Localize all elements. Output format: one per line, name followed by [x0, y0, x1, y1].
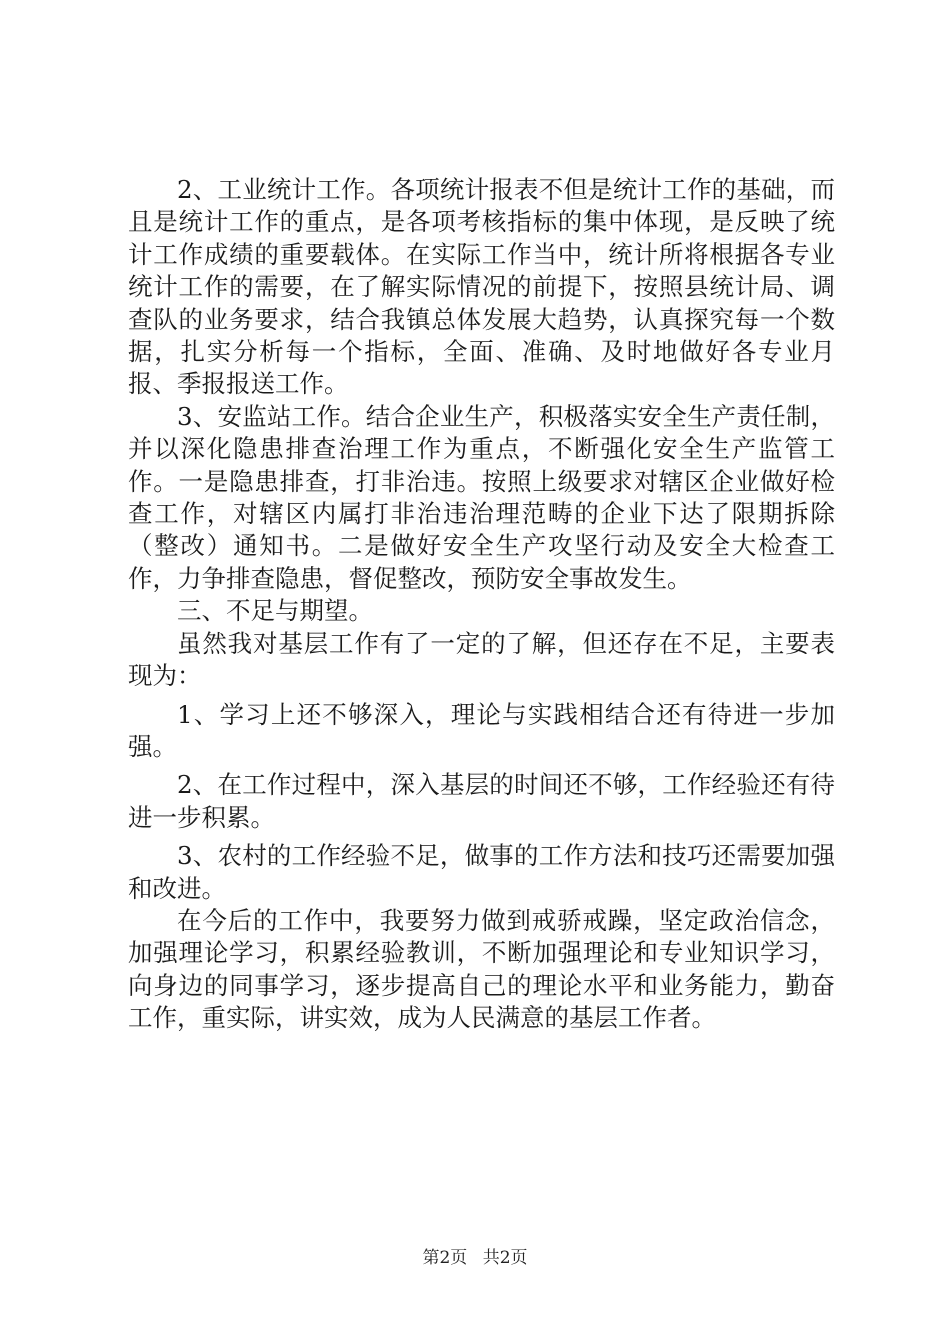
paragraph-shortcoming-1: 1、学习上还不够深入，理论与实践相结合还有待进一步加强。: [128, 699, 835, 761]
document-body: [128, 174, 835, 1035]
paragraph-shortcomings-intro: 虽然我对基层工作有了一定的了解，但还存在不足，主要表现为：: [128, 628, 835, 691]
paragraph-shortcoming-3: 3、农村的工作经验不足，做事的工作方法和技巧还需要加强和改进。: [128, 841, 835, 903]
paragraph-outlook: 在今后的工作中，我要努力做到戒骄戒躁，坚定政治信念，加强理论学习，积累经验教训，不断加强理论和专业知识学习，向身边的同事学习，逐步提高自己的理论水平和业务能力，勤奋工作，重实际，讲实效，成为人民满意的基层工作者。: [128, 905, 835, 1033]
page-number-total: 共2页: [482, 1248, 528, 1268]
page-number-current: 第2页: [422, 1248, 468, 1268]
paragraph-industrial-statistics: 2、工业统计工作。各项统计报表不但是统计工作的基础，而且是统计工作的重点，是各项考核指标的集中体现，是反映了统计工作成绩的重要载体。在实际工作当中，统计所将根据各专业统计工作的需要，在了解实际情况的前提下，按照县统计局、调查队的业务要求，结合我镇总体发展大趋势，认真探究每一个数据，扎实分析每一个指标，全面、准确、及时地做好各专业月报、季报报送工作。: [128, 175, 835, 399]
paragraph-safety-station: 3、安监站工作。结合企业生产，积极落实安全生产责任制，并以深化隐患排查治理工作为重点，不断强化安全生产监管工作。一是隐患排查，打非治违。按照上级要求对辖区企业做好检查工作，对辖区内属打非治违治理范畴的企业下达了限期拆除（整改）通知书。二是做好安全生产攻坚行动及安全大检查工作，力争排查隐患，督促整改，预防安全事故发生。: [128, 401, 835, 593]
page-footer: [0, 1243, 950, 1268]
paragraph-shortcoming-2: 2、在工作过程中，深入基层的时间还不够，工作经验还有待进一步积累。: [128, 770, 835, 832]
section-heading-shortcomings: 三、不足与期望。: [177, 596, 373, 626]
